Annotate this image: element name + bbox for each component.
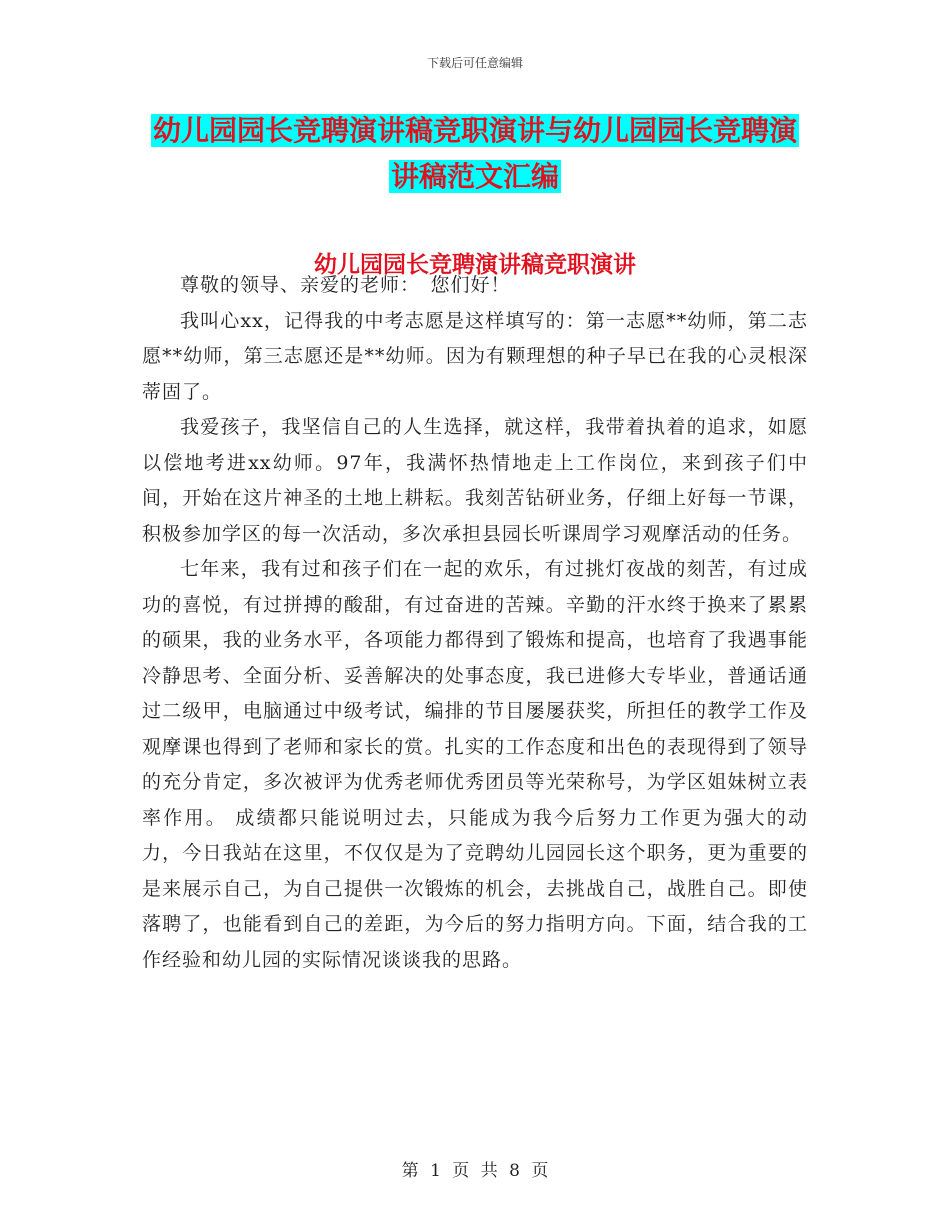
document-title-line-1: 幼儿园园长竞聘演讲稿竞职演讲与幼儿园园长竞聘演	[152, 114, 797, 147]
document-title-line-2: 讲稿范文汇编	[390, 160, 559, 193]
document-body	[142, 268, 808, 978]
paragraph: 我叫心xx，记得我的中考志愿是这样填写的：第一志愿**幼师，第二志愿**幼师，第三志愿还是**幼师。因为有颗理想的种子早已在我的心灵根深蒂固了。	[142, 309, 808, 403]
page-header-note: 下载后可任意编辑	[426, 56, 523, 70]
paragraph: 我爱孩子，我坚信自己的人生选择，就这样，我带着执着的追求，如愿以偿地考进xx幼师。97年，我满怀热情地走上工作岗位，来到孩子们中间，开始在这片神圣的土地上耕耘。我刻苦钻研业务，仔细上好每一节课，积极参加学区的每一次活动，多次承担县园长听课周学习观摩活动的任务。	[142, 416, 808, 545]
paragraph: 七年来，我有过和孩子们在一起的欢乐，有过挑灯夜战的刻苦，有过成功的喜悦，有过拼搏的酸甜，有过奋进的苦辣。辛勤的汗水终于换来了累累的硕果，我的业务水平，各项能力都得到了锻炼和提高，也培育了我遇事能冷静思考、全面分析、妥善解决的处事态度，我已进修大专毕业，普通话通过二级甲，电脑通过中级考试，编排的节目屡屡获奖，所担任的教学工作及观摩课也得到了老师和家长的赏。扎实的工作态度和出色的表现得到了领导的充分肯定，多次被评为优秀老师优秀团员等光荣称号，为学区姐妹树立表率作用。 成绩都只能说明过去，只能成为我今后努力工作更为强大的动力，今日我站在这里，不仅仅是为了竞聘幼儿园园长这个职务，更为重要的是来展示自己，为自己提供一次锻炼的机会，去挑战自己，战胜自己。即使落聘了，也能看到自己的差距，为今后的努力指明方向。下面，结合我的工作经验和幼儿园的实际情况谈谈我的思路。	[142, 558, 808, 971]
page-footer: 第 1 页 共 8 页	[401, 1161, 549, 1181]
document-title	[142, 108, 808, 200]
section-title: 幼儿园园长竞聘演讲稿竞职演讲	[314, 251, 636, 278]
paragraph-greeting: 尊敬的领导、亲爱的老师： 您们好！	[180, 274, 511, 296]
